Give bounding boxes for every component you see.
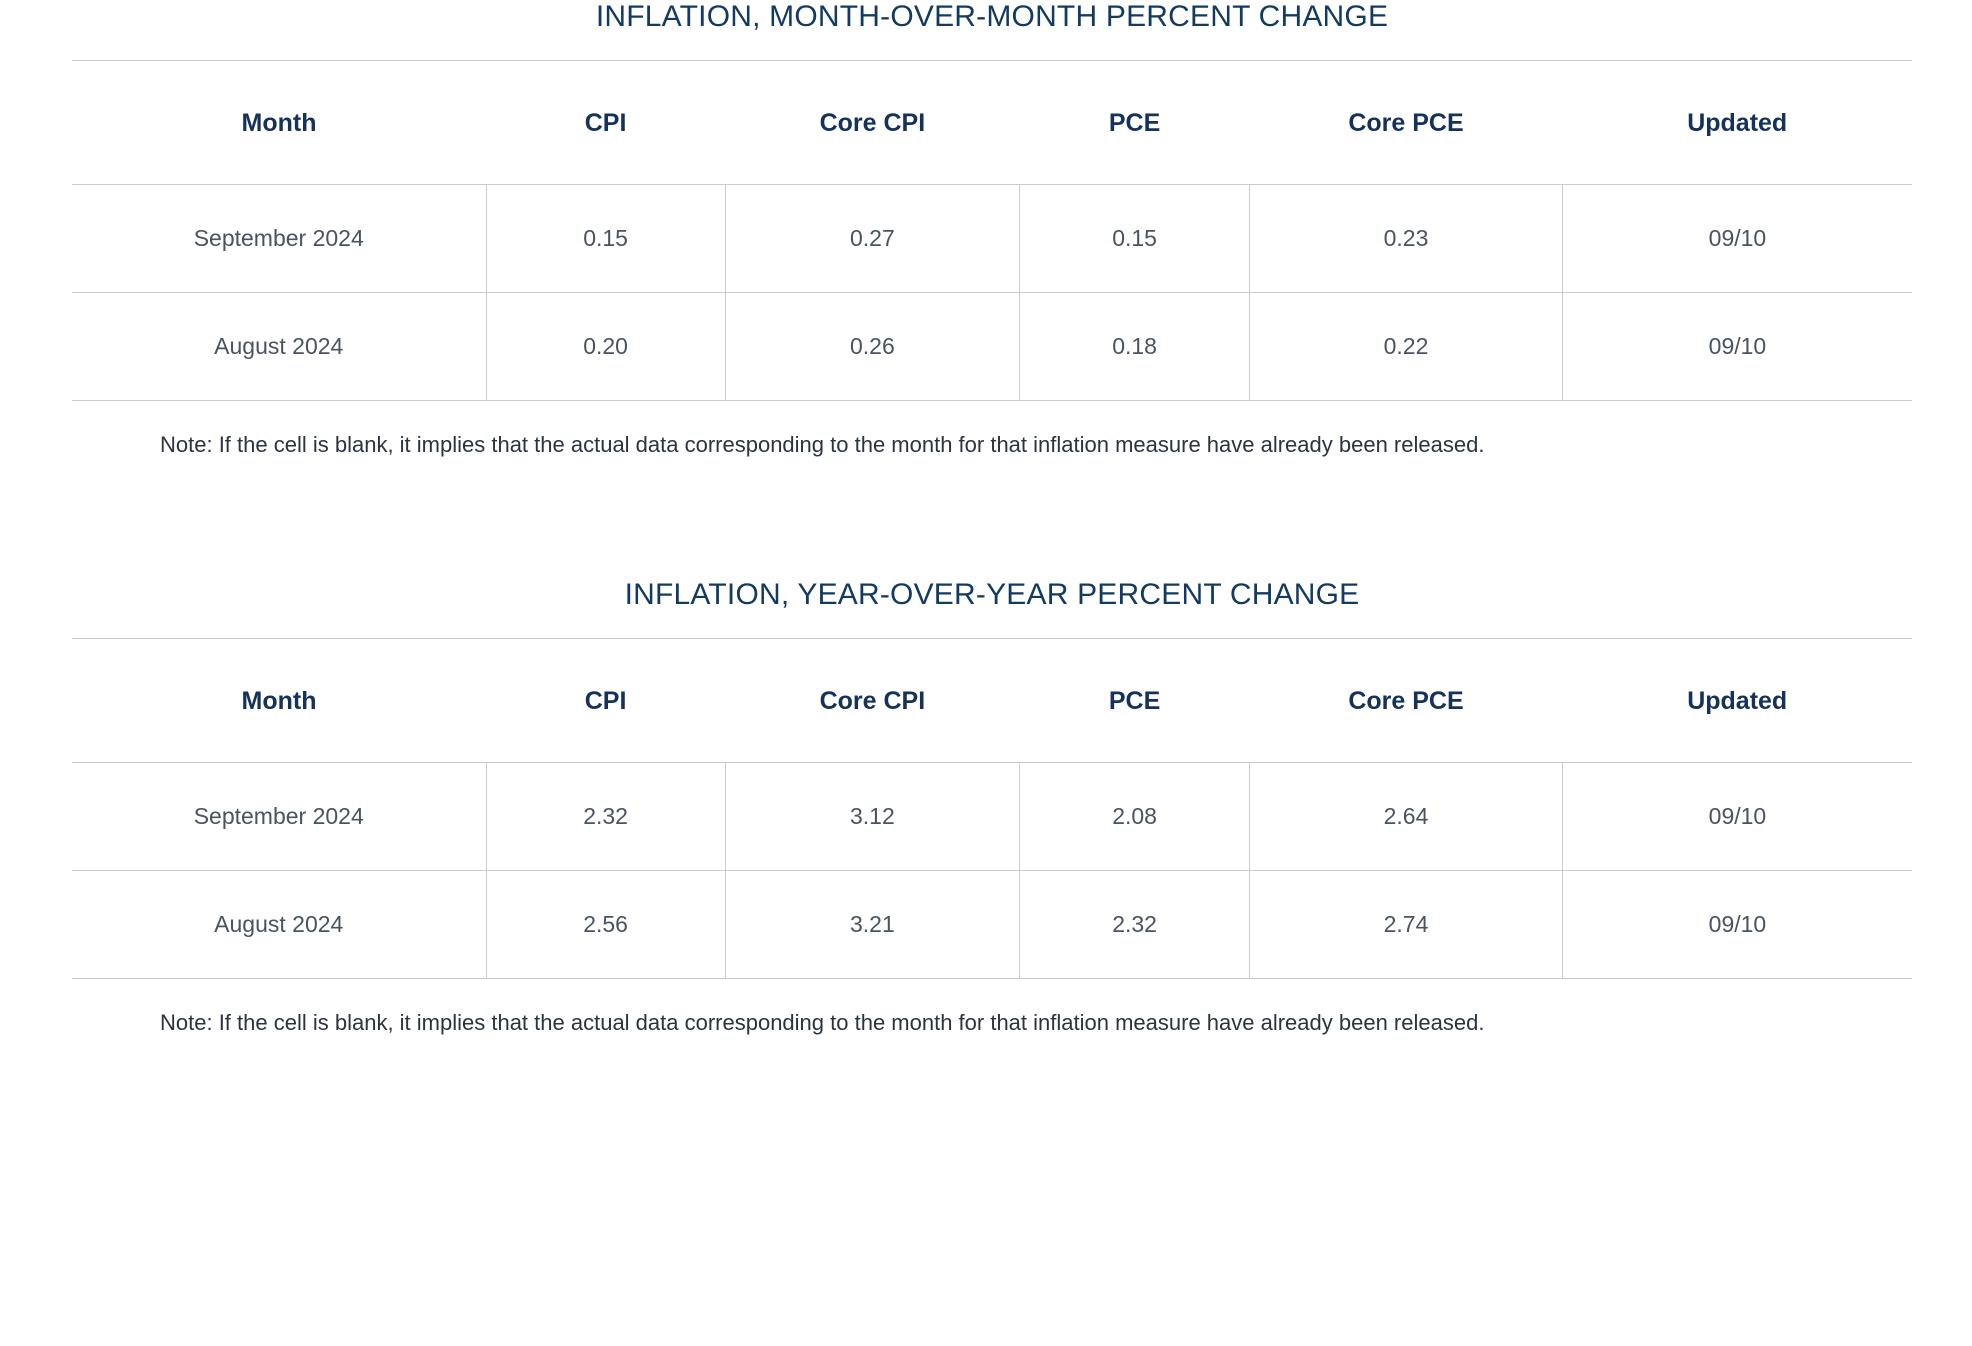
table-header-row (72, 61, 1912, 185)
column-header-core-cpi: Core CPI (819, 686, 926, 715)
column-header-pce: PCE (1108, 686, 1161, 715)
column-header-core-pce: Core PCE (1348, 109, 1464, 137)
table-header-row (72, 639, 1912, 763)
cell-cpi: 2.32 (486, 762, 725, 870)
cell-pce: 2.08 (1020, 762, 1250, 870)
cell-core-pce: 0.22 (1250, 293, 1563, 401)
cell-core-pce: 2.64 (1250, 762, 1563, 870)
table-row (72, 293, 1912, 401)
cell-month: August 2024 (72, 293, 486, 401)
column-header-cpi: CPI (584, 686, 627, 715)
cell-core-pce: 0.23 (1250, 185, 1563, 293)
section-spacer (72, 460, 1900, 578)
cell-cpi: 2.56 (486, 870, 725, 978)
table-body (72, 762, 1912, 978)
column-header-month: Month (241, 109, 317, 137)
cell-core-cpi: 0.26 (725, 293, 1019, 401)
cell-pce: 0.15 (1020, 185, 1250, 293)
cell-pce: 2.32 (1020, 870, 1250, 978)
cell-cpi: 0.20 (486, 293, 725, 401)
inflation-yoy-block (72, 578, 1912, 1038)
cell-core-pce: 2.74 (1250, 870, 1563, 978)
page-title: INFLATION, MONTH-OVER-MONTH PERCENT CHANGE (595, 0, 1389, 33)
column-header-core-pce: Core PCE (1348, 686, 1464, 715)
inflation-mom-block (72, 0, 1912, 460)
column-header-updated: Updated (1687, 109, 1788, 137)
table-header (72, 61, 1912, 185)
cell-month: August 2024 (72, 870, 486, 978)
section-title: INFLATION, YEAR-OVER-YEAR PERCENT CHANGE (624, 577, 1360, 611)
cell-core-cpi: 3.21 (725, 870, 1019, 978)
cell-updated: 09/10 (1562, 870, 1912, 978)
column-header-core-cpi: Core CPI (819, 109, 926, 137)
table-row (72, 185, 1912, 293)
column-header-pce: PCE (1108, 109, 1161, 137)
cell-updated: 09/10 (1562, 293, 1912, 401)
table-note: Note: If the cell is blank, it implies that the actual data corresponding to the month for that inflation measure have already been released. (160, 432, 1485, 457)
cell-month: September 2024 (72, 185, 486, 293)
table-row (72, 762, 1912, 870)
cell-core-cpi: 0.27 (725, 185, 1019, 293)
column-header-cpi: CPI (584, 109, 627, 137)
table-header (72, 639, 1912, 763)
column-header-month: Month (241, 686, 317, 715)
cell-cpi: 0.15 (486, 185, 725, 293)
table-note: Note: If the cell is blank, it implies that the actual data corresponding to the month for that inflation measure have already been released. (160, 1009, 1485, 1035)
cell-updated: 09/10 (1562, 185, 1912, 293)
inflation-mom-table (72, 61, 1912, 401)
inflation-yoy-table (72, 639, 1912, 979)
column-header-updated: Updated (1687, 686, 1788, 715)
table-row (72, 870, 1912, 978)
cell-pce: 0.18 (1020, 293, 1250, 401)
cell-updated: 09/10 (1562, 762, 1912, 870)
cell-core-cpi: 3.12 (725, 762, 1019, 870)
table-body (72, 185, 1912, 401)
cell-month: September 2024 (72, 762, 486, 870)
